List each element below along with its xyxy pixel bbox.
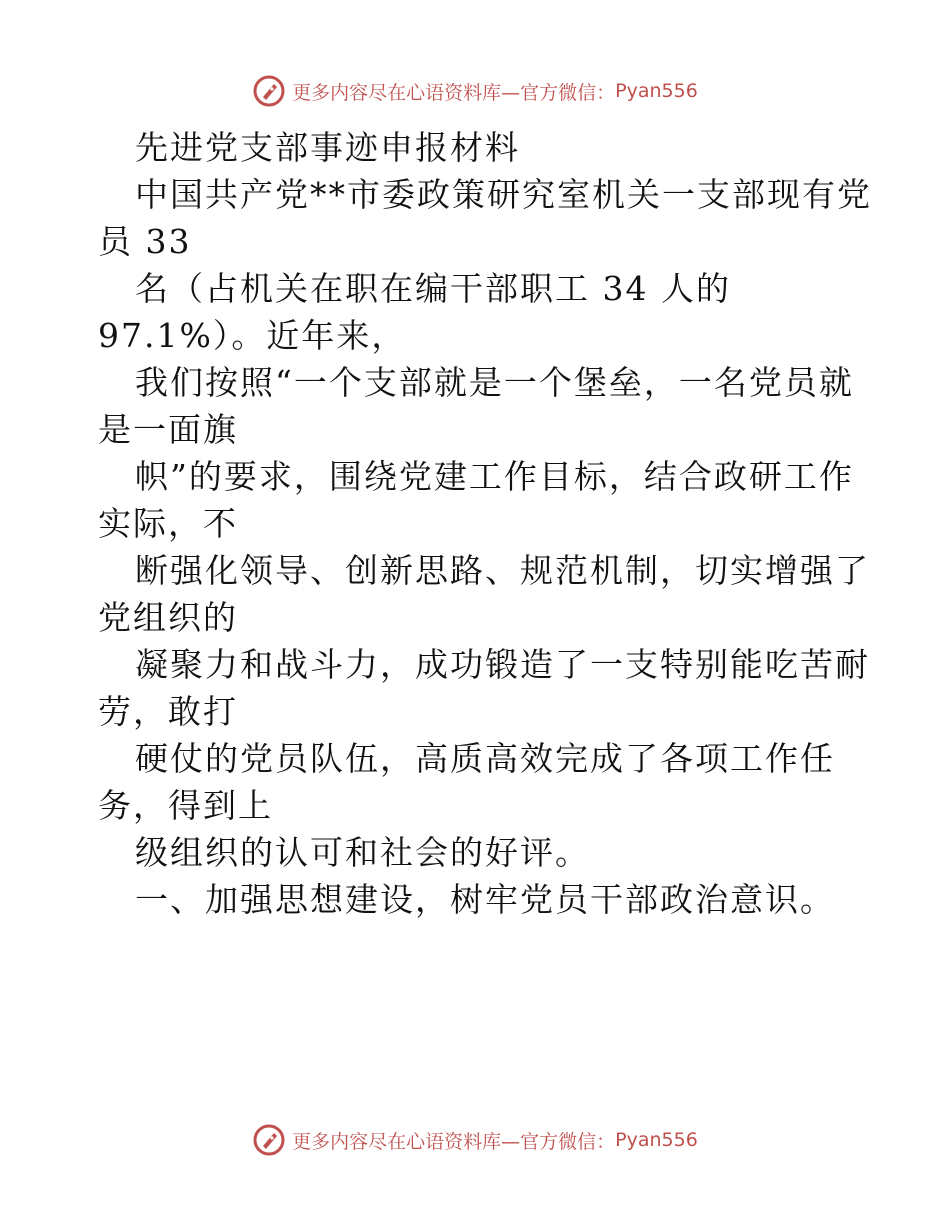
- pen-nib-logo-icon: [252, 74, 286, 108]
- doc-line: 硬仗的党员队伍，高质高效完成了各项工作任: [135, 739, 835, 778]
- banner-text: 更多内容尽在心语资料库—官方微信：: [292, 81, 616, 104]
- doc-line: 断强化领导、创新思路、规范机制，切实增强了: [135, 551, 870, 590]
- pen-nib-logo-icon: [252, 1123, 286, 1157]
- header-watermark-banner: [0, 71, 950, 111]
- doc-line: 凝聚力和战斗力，成功锻造了一支特别能吃苦耐: [135, 645, 870, 684]
- doc-line: 我们按照“一个支部就是一个堡垒，一名党员就: [135, 363, 854, 402]
- doc-line: 中国共产党**市委政策研究室机关一支部现有党: [135, 175, 872, 214]
- section-heading: 一、加强思想建设，树牢党员干部政治意识。: [135, 880, 835, 919]
- banner-wechat-id: Pyan556: [615, 1129, 698, 1151]
- banner-wechat-id: Pyan556: [615, 80, 698, 102]
- doc-line: 劳，敢打: [98, 692, 238, 731]
- doc-line: 名（占机关在职在编干部职工 34 人的: [135, 269, 731, 308]
- doc-line: 员 33: [98, 222, 192, 261]
- doc-title: 先进党支部事迹申报材料: [135, 128, 520, 167]
- banner-text: 更多内容尽在心语资料库—官方微信：: [292, 1130, 616, 1153]
- doc-line: 务，得到上: [98, 786, 273, 825]
- footer-watermark-banner: [0, 1120, 950, 1160]
- doc-line: 实际，不: [98, 504, 238, 543]
- doc-line: 党组织的: [98, 598, 238, 637]
- doc-line: 帜”的要求，围绕党建工作目标，结合政研工作: [135, 457, 854, 496]
- doc-line: 级组织的认可和社会的好评。: [135, 833, 590, 872]
- document-body: [98, 124, 872, 923]
- doc-line: 97.1%）。近年来，: [98, 316, 407, 355]
- doc-line: 是一面旗: [98, 410, 238, 449]
